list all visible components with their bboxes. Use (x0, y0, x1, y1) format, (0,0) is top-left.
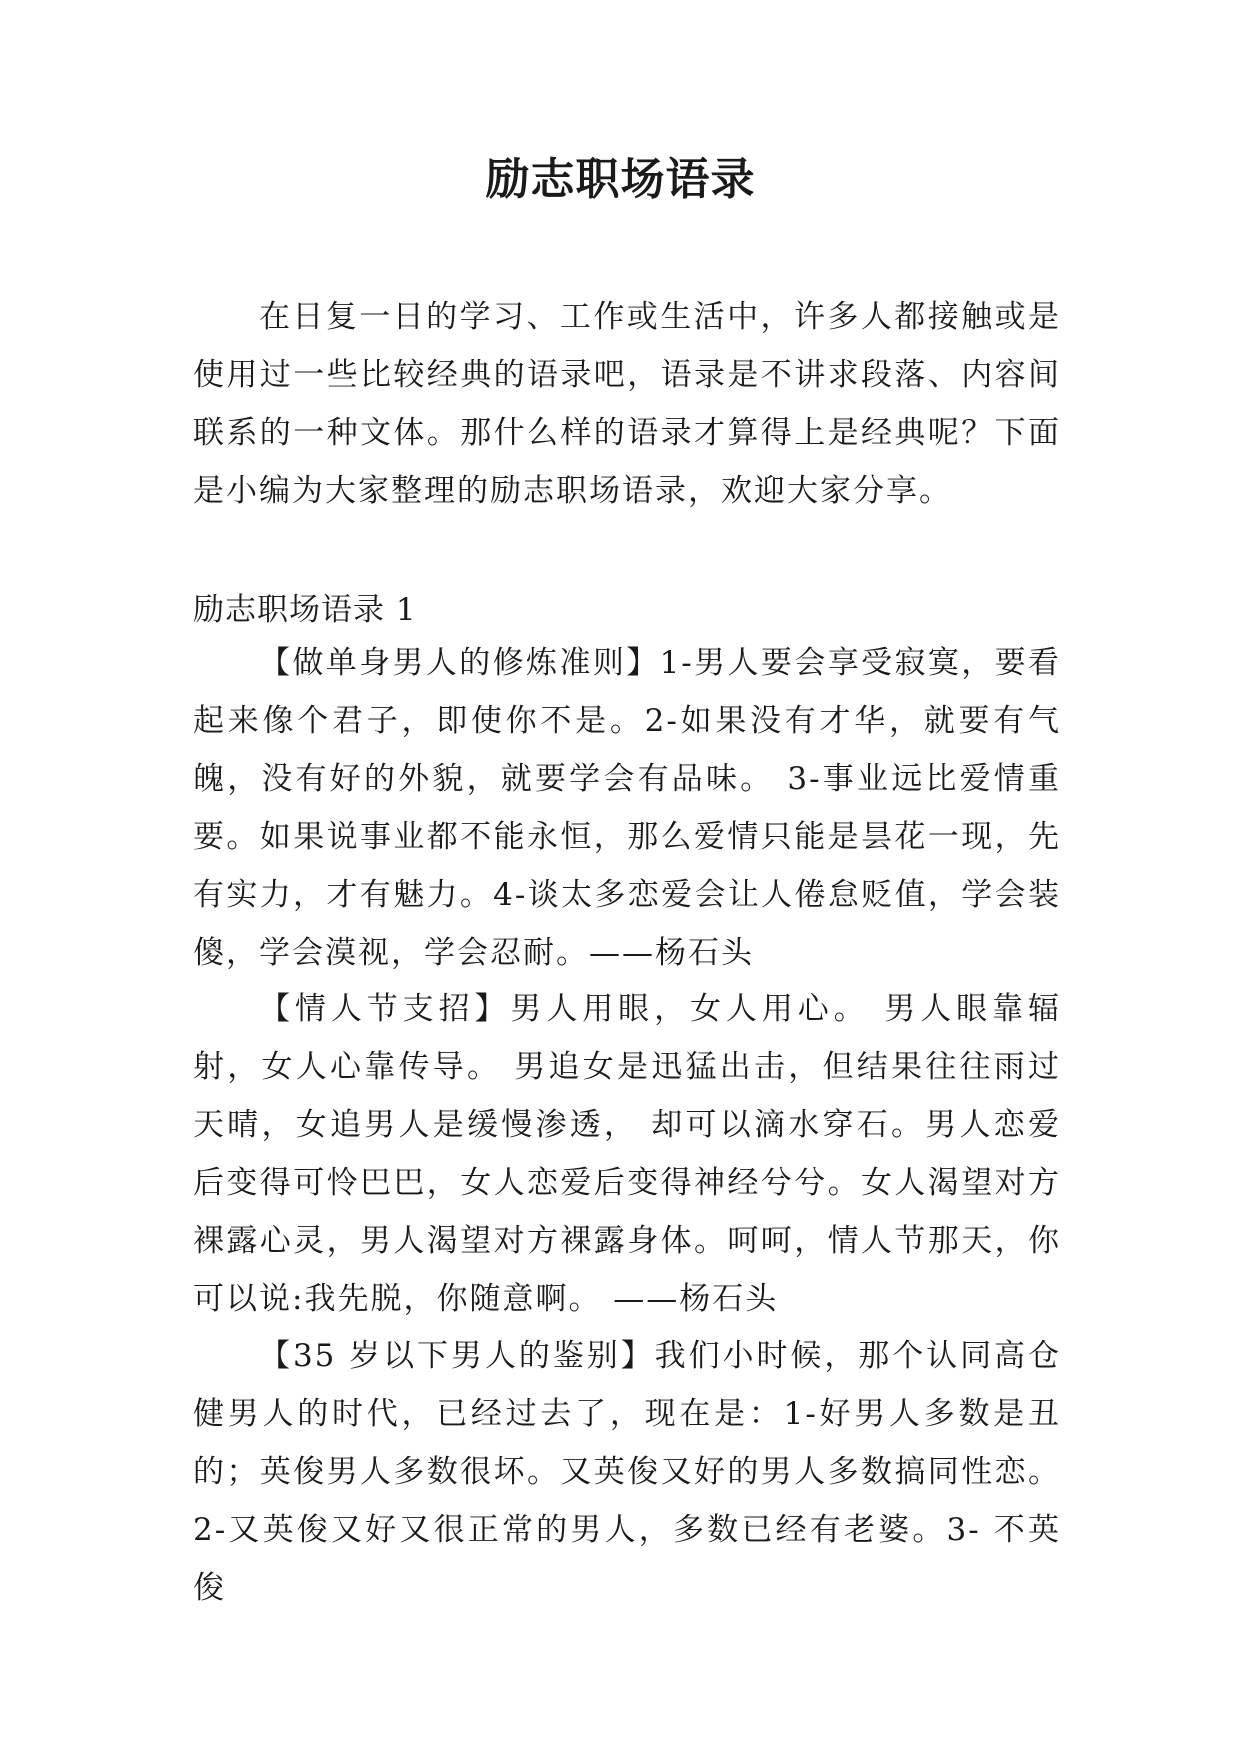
quote-paragraph-2: 【情人节支招】男人用眼，女人用心。 男人眼靠辐射，女人心靠传导。 男追女是迅猛出击，但结果往往雨过天晴，女追男人是缓慢渗透， 却可以滴水穿石。男人恋爱后变得可怜巴巴，女人恋爱后变得神经兮兮。女人渴望对方裸露心灵，男人渴望对方裸露身体。呵呵，情人节那天，你可以说:我先脱，你随意啊。 ——杨石头 (193, 991, 1061, 1317)
quote-paragraph-1: 【做单身男人的修炼准则】1-男人要会享受寂寞，要看起来像个君子，即使你不是。2-如果没有才华，就要有气魄，没有好的外貌，就要学会有品味。 3-事业远比爱情重要。如果说事业都不能永恒，那么爱情只能是昙花一现，先有实力，才有魅力。4-谈太多恋爱会让人倦怠贬值，学会装傻，学会漠视，学会忍耐。——杨石头 (193, 645, 1061, 971)
section-heading: 励志职场语录 1 (193, 592, 417, 628)
quote-paragraph-3: 【35 岁以下男人的鉴别】我们小时候，那个认同高仓健男人的时代，已经过去了，现在是：1-好男人多数是丑的；英俊男人多数很坏。又英俊又好的男人多数搞同性恋。 2-又英俊又好又很正常的男人，多数已经有老婆。3- 不英俊 (193, 1338, 1061, 1606)
document-title: 励志职场语录 (485, 154, 756, 205)
intro-paragraph: 在日复一日的学习、工作或生活中，许多人都接触或是使用过一些比较经典的语录吧，语录是不讲求段落、内容间联系的一种文体。那什么样的语录才算得上是经典呢？下面是小编为大家整理的励志职场语录，欢迎大家分享。 (193, 299, 1061, 509)
